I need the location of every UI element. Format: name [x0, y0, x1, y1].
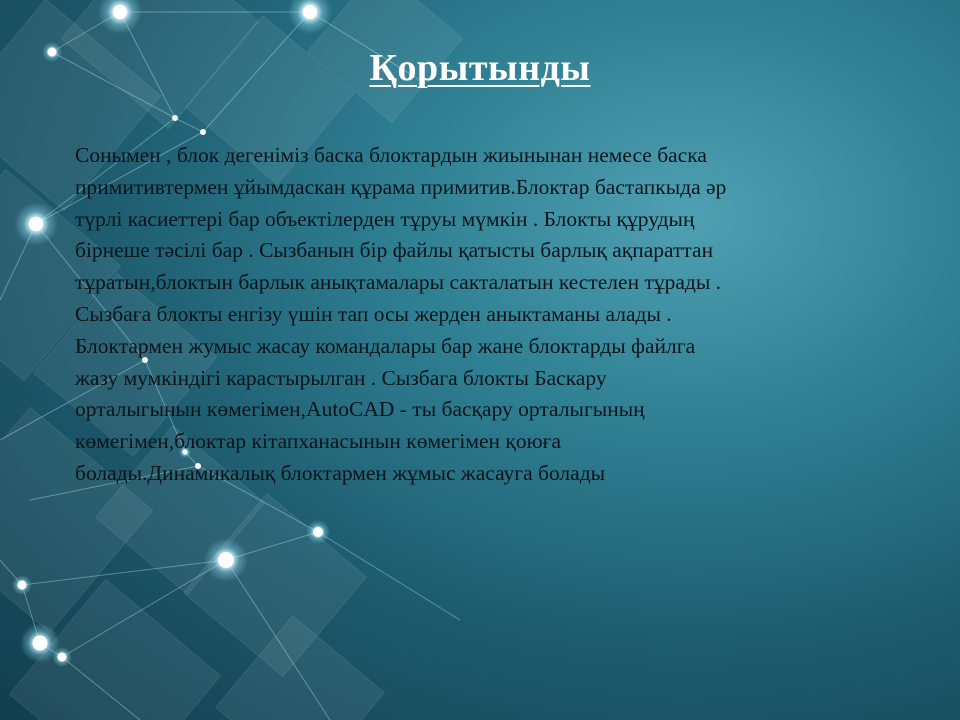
body-line: жазу мумкіндігі карастырылган . Сызбага блокты Баскару	[75, 365, 607, 390]
slide-body-text	[75, 140, 905, 490]
body-line: тұратын,блоктын барлык анықтамалары сакталатын кестелен тұрады .	[75, 270, 722, 295]
body-line: орталыгынын көмегімен,AutoCAD - ты басқару орталыгының	[75, 397, 645, 422]
body-line: Блоктармен жумыс жасау командалары бар жане блоктарды файлга	[75, 333, 696, 358]
slide-title-text: Қорытынды	[369, 47, 591, 89]
body-line: Сонымен , блок дегеніміз баска блоктардын жиынынан немесе баска	[75, 143, 707, 167]
body-line: түрлі касиеттері бар объектілерден тұруы мүмкін . Блокты құрудың	[75, 206, 695, 231]
body-line: көмегімен,блоктар кітапханасынын көмегімен қоюға	[75, 429, 562, 454]
body-line: примитивтермен ұйымдаскан құрама примитив.Блоктар бастапкыда әр	[75, 174, 727, 199]
body-line: бірнеше тәсілі бар . Сызбанын бір файлы қатысты барлық ақпараттан	[75, 238, 714, 263]
body-line: Сызбаға блокты енгізу үшін тап осы жерден аныктаманы алады .	[75, 301, 672, 326]
body-line: болады.Динамикалық блоктармен жұмыс жасауга болады	[75, 460, 606, 485]
slide-title	[0, 46, 960, 90]
